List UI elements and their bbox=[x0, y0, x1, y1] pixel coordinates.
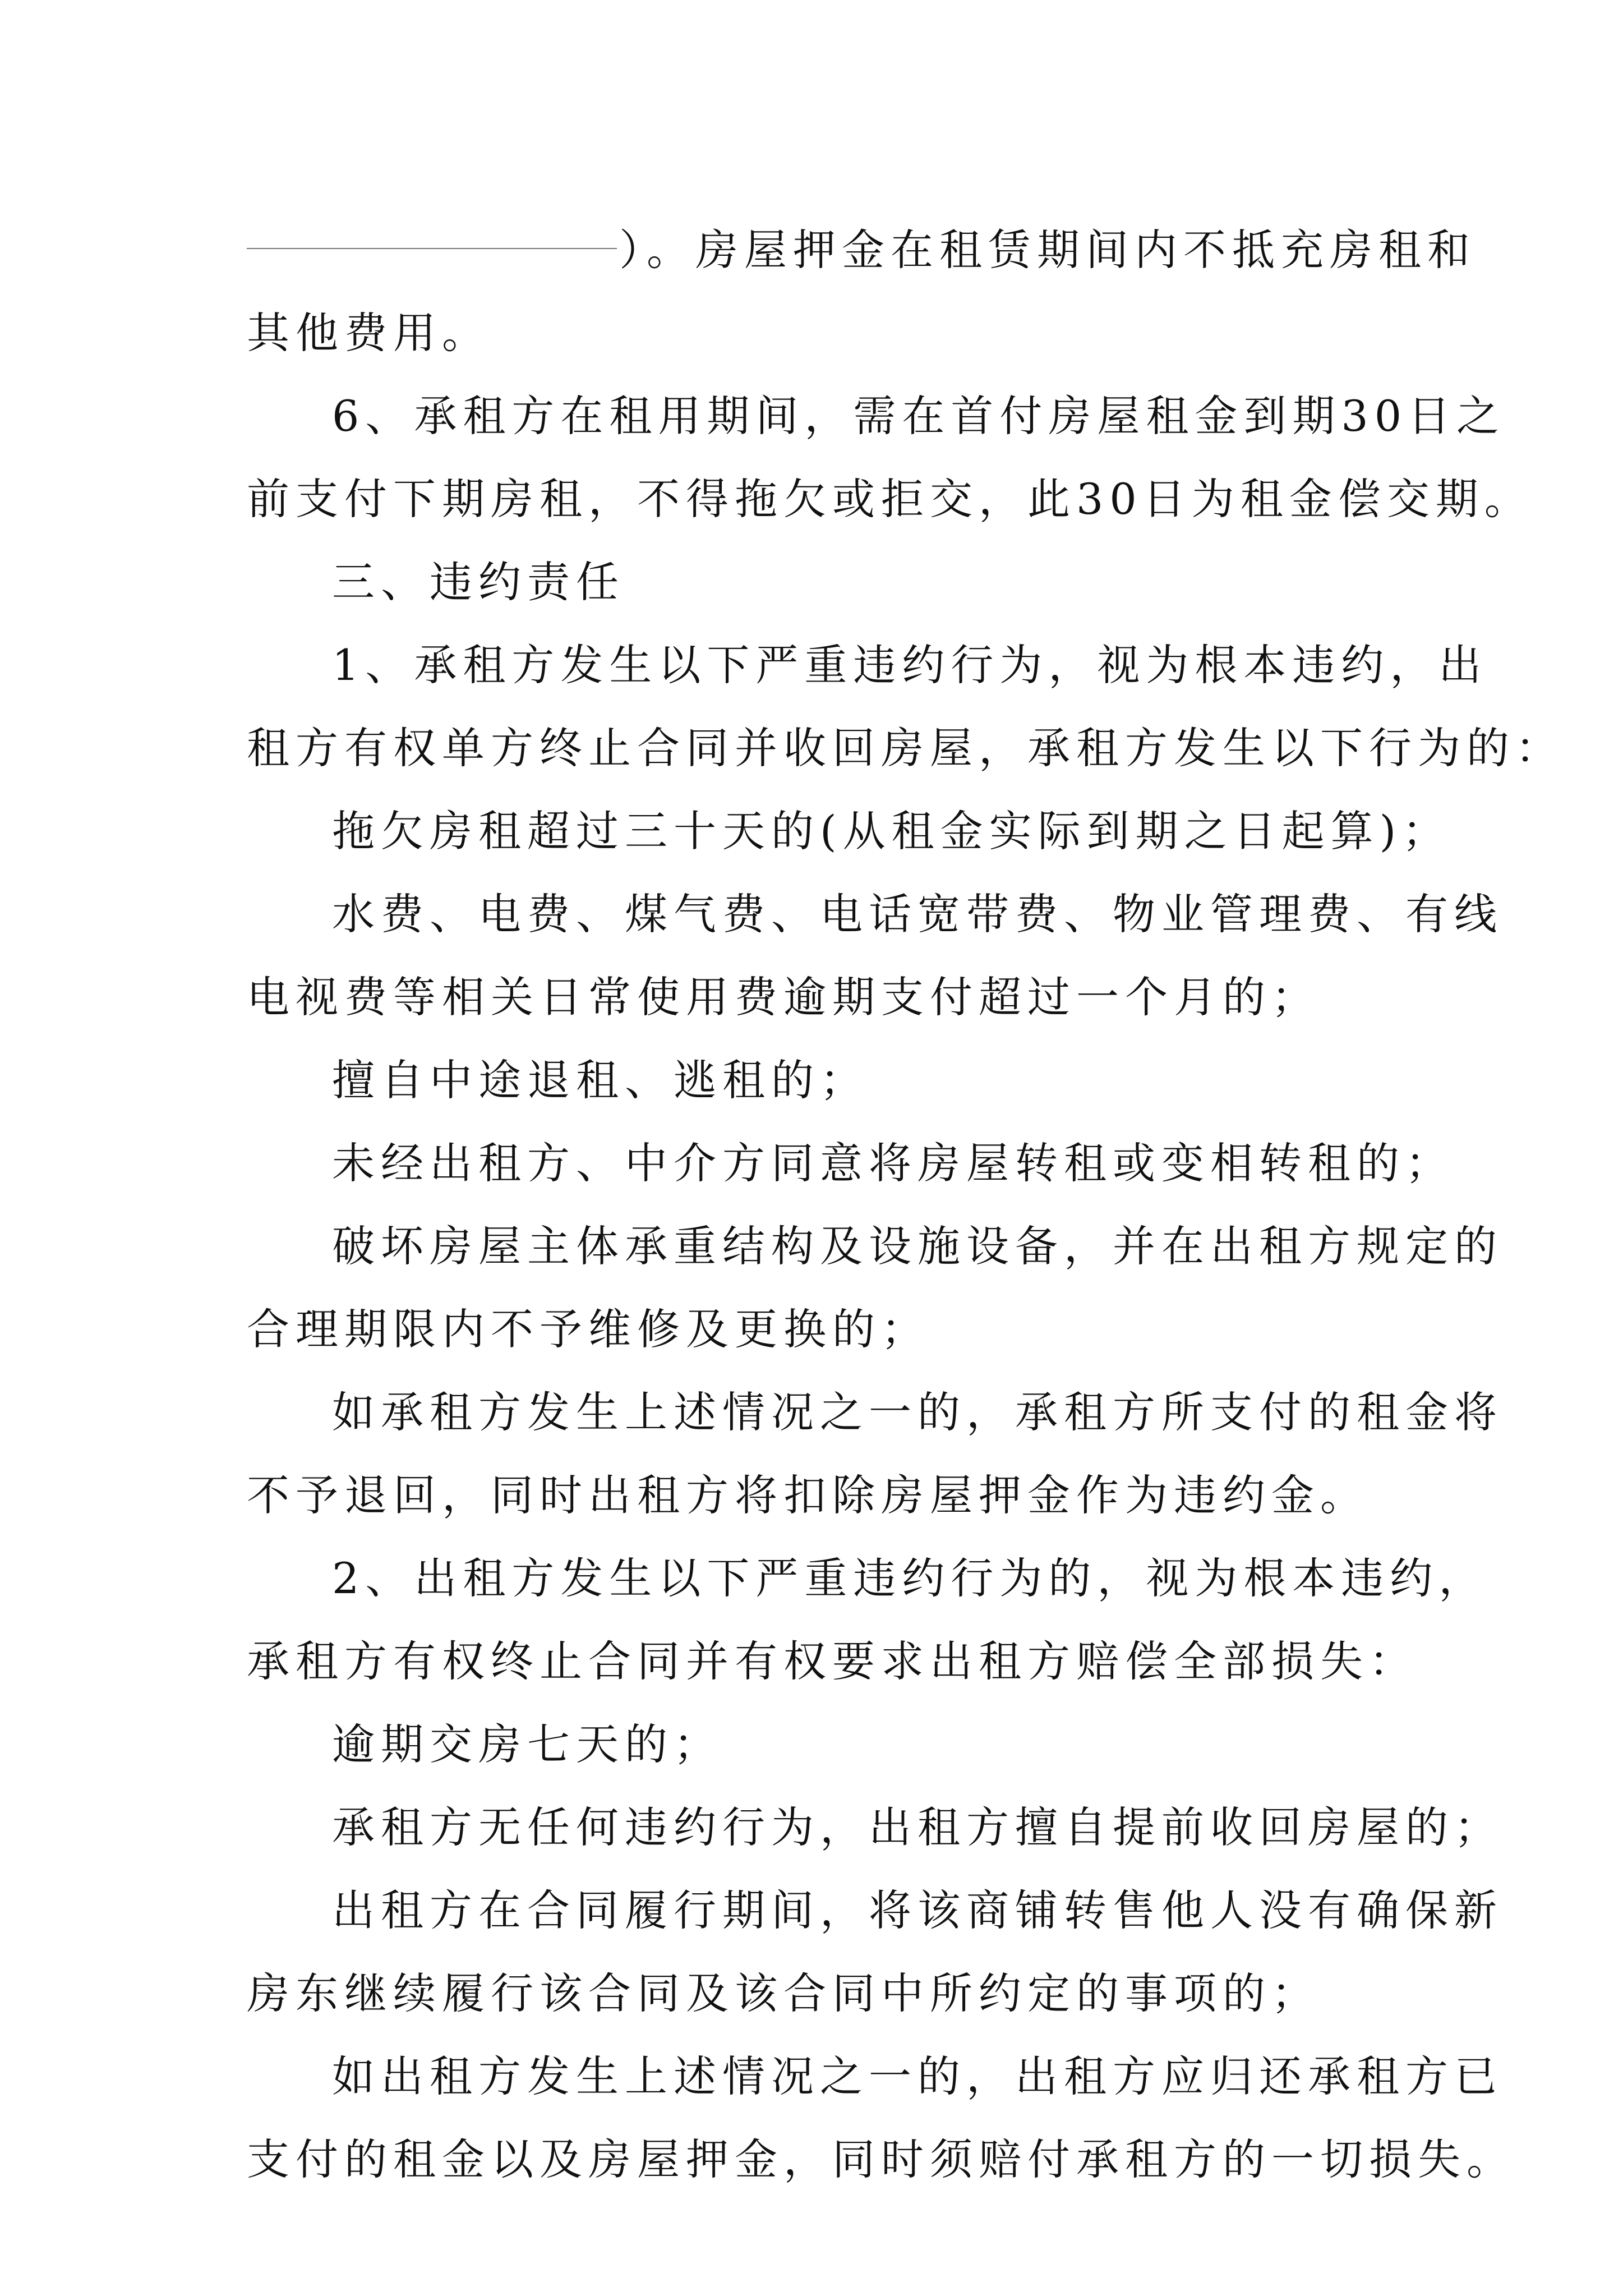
contract-text bbox=[247, 209, 1564, 2201]
text-line bbox=[247, 209, 1476, 292]
clause-1: 1、承租方发生以下严重违约行为，视为根本违约，出 bbox=[332, 640, 1488, 690]
clause-6: 6、承租方在租用期间，需在首付房屋租金到期30日之 bbox=[332, 391, 1506, 441]
paragraph: 如出租方发生上述情况之一的，出租方应归还承租方已 bbox=[332, 2051, 1503, 2101]
text-line: 其他费用。 bbox=[247, 308, 491, 358]
list-item: 逾期交房七天的； bbox=[332, 1719, 722, 1769]
list-item: 擅自中途退租、逃租的； bbox=[332, 1055, 869, 1105]
text-line: 承租方有权终止合同并有权要求出租方赔偿全部损失： bbox=[247, 1636, 1418, 1686]
list-item: 水费、电费、煤气费、电话宽带费、物业管理费、有线 bbox=[332, 889, 1503, 939]
fill-in-blank bbox=[247, 247, 617, 249]
paragraph: 如承租方发生上述情况之一的，承租方所支付的租金将 bbox=[332, 1387, 1503, 1437]
list-item: 未经出租方、中介方同意将房屋转租或变相转租的； bbox=[332, 1138, 1454, 1188]
text-line: 房东继续履行该合同及该合同中所约定的事项的； bbox=[247, 1968, 1320, 2018]
text-line: 支付的租金以及房屋押金，同时须赔付承租方的一切损失。 bbox=[247, 2134, 1515, 2184]
section-heading-breach: 三、违约责任 bbox=[332, 557, 625, 607]
text-line: 电视费等相关日常使用费逾期支付超过一个月的； bbox=[247, 972, 1320, 1022]
line-text: ）。房屋押金在租赁期间内不抵充房租和 bbox=[619, 225, 1476, 275]
text-line: 合理期限内不予维修及更换的； bbox=[247, 1304, 930, 1354]
text-line: 不予退回，同时出租方将扣除房屋押金作为违约金。 bbox=[247, 1470, 1369, 1520]
clause-2: 2、出租方发生以下严重违约行为的，视为根本违约， bbox=[332, 1553, 1488, 1603]
text-line: 租方有权单方终止合同并收回房屋，承租方发生以下行为的： bbox=[247, 723, 1564, 773]
text-line: 前支付下期房租，不得拖欠或拒交，此30日为租金偿交期。 bbox=[247, 474, 1533, 524]
list-item: 拖欠房租超过三十天的(从租金实际到期之日起算)； bbox=[332, 806, 1451, 856]
list-item: 承租方无任何违约行为，出租方擅自提前收回房屋的； bbox=[332, 1802, 1503, 1852]
list-item: 破坏房屋主体承重结构及设施设备，并在出租方规定的 bbox=[332, 1221, 1503, 1271]
list-item: 出租方在合同履行期间，将该商铺转售他人没有确保新 bbox=[332, 1885, 1503, 1935]
